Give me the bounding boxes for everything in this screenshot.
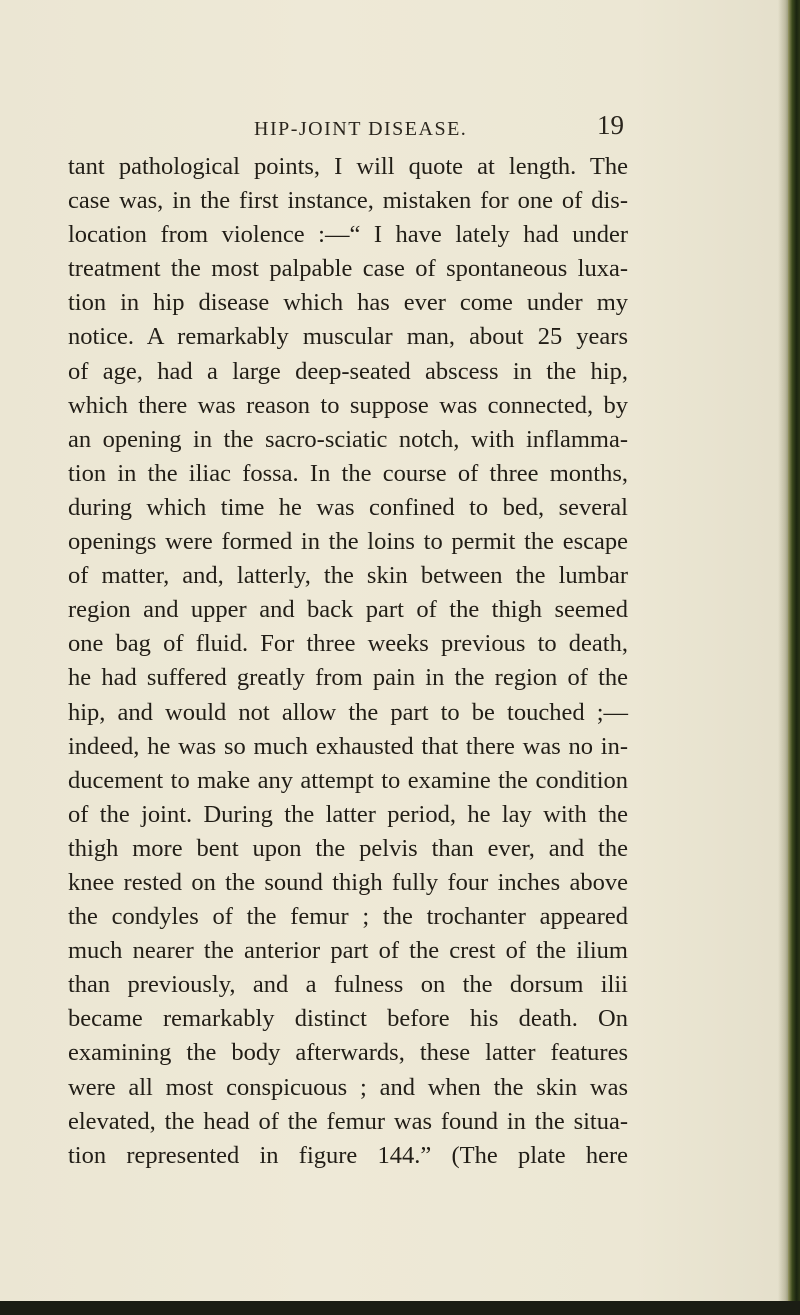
text-line: hip, and would not allow the part to be touched ;— xyxy=(68,698,628,726)
text-line: much nearer the anterior part of the crest of the ilium xyxy=(68,937,628,965)
text-line: which there was reason to suppose was connected, by xyxy=(68,391,628,419)
text-line: thigh more bent upon the pelvis than ever, and the xyxy=(68,834,628,862)
text-line: tion in the iliac fossa. In the course of three months, xyxy=(68,459,628,487)
text-line: indeed, he was so much exhausted that there was no in- xyxy=(68,732,628,760)
text-line: one bag of fluid. For three weeks previous to death, xyxy=(68,630,628,658)
text-line: elevated, the head of the femur was found in the situa- xyxy=(68,1107,628,1135)
text-line: an opening in the sacro-sciatic notch, with inflamma- xyxy=(68,425,628,453)
text-line: became remarkably distinct before his death. On xyxy=(68,1005,628,1033)
text-line: tion in hip disease which has ever come under my xyxy=(68,289,628,317)
text-line: of age, had a large deep-seated abscess in the hip, xyxy=(68,357,628,385)
text-line: he had suffered greatly from pain in the region of the xyxy=(68,664,628,692)
text-line: examining the body afterwards, these latter features xyxy=(68,1039,628,1067)
text-line: tant pathological points, I will quote at length. The xyxy=(68,153,628,180)
text-line: were all most conspicuous ; and when the skin was xyxy=(68,1073,628,1101)
page-number: 19 xyxy=(597,110,624,140)
text-line: during which time he was confined to bed, several xyxy=(68,493,628,521)
text-line: region and upper and back part of the thigh seemed xyxy=(68,596,628,624)
text-line: knee rested on the sound thigh fully four inches above xyxy=(68,868,628,896)
bottom-edge-bar xyxy=(0,1301,800,1315)
text-line: treatment the most palpable case of spontaneous luxa- xyxy=(68,255,628,283)
text-line: case was, in the first instance, mistaken for one of dis- xyxy=(68,187,628,215)
text-line: tion represented in figure 144.” (The plate here xyxy=(68,1141,628,1169)
book-spine-edge xyxy=(788,0,800,1315)
page-header xyxy=(68,112,628,146)
running-head: HIP-JOINT DISEASE. xyxy=(254,118,468,140)
text-line: notice. A remarkably muscular man, about 25 years xyxy=(68,323,628,351)
text-line: of matter, and, latterly, the skin between the lumbar xyxy=(68,562,628,590)
text-line: location from violence :—“ I have lately had under xyxy=(68,221,628,249)
body-text xyxy=(68,150,628,1173)
text-line: the condyles of the femur ; the trochanter appeared xyxy=(68,903,628,931)
text-line: of the joint. During the latter period, he lay with the xyxy=(68,800,628,828)
text-line: openings were formed in the loins to permit the escape xyxy=(68,528,628,556)
text-line: than previously, and a fulness on the dorsum ilii xyxy=(68,971,628,999)
text-line: ducement to make any attempt to examine the condition xyxy=(68,766,628,794)
